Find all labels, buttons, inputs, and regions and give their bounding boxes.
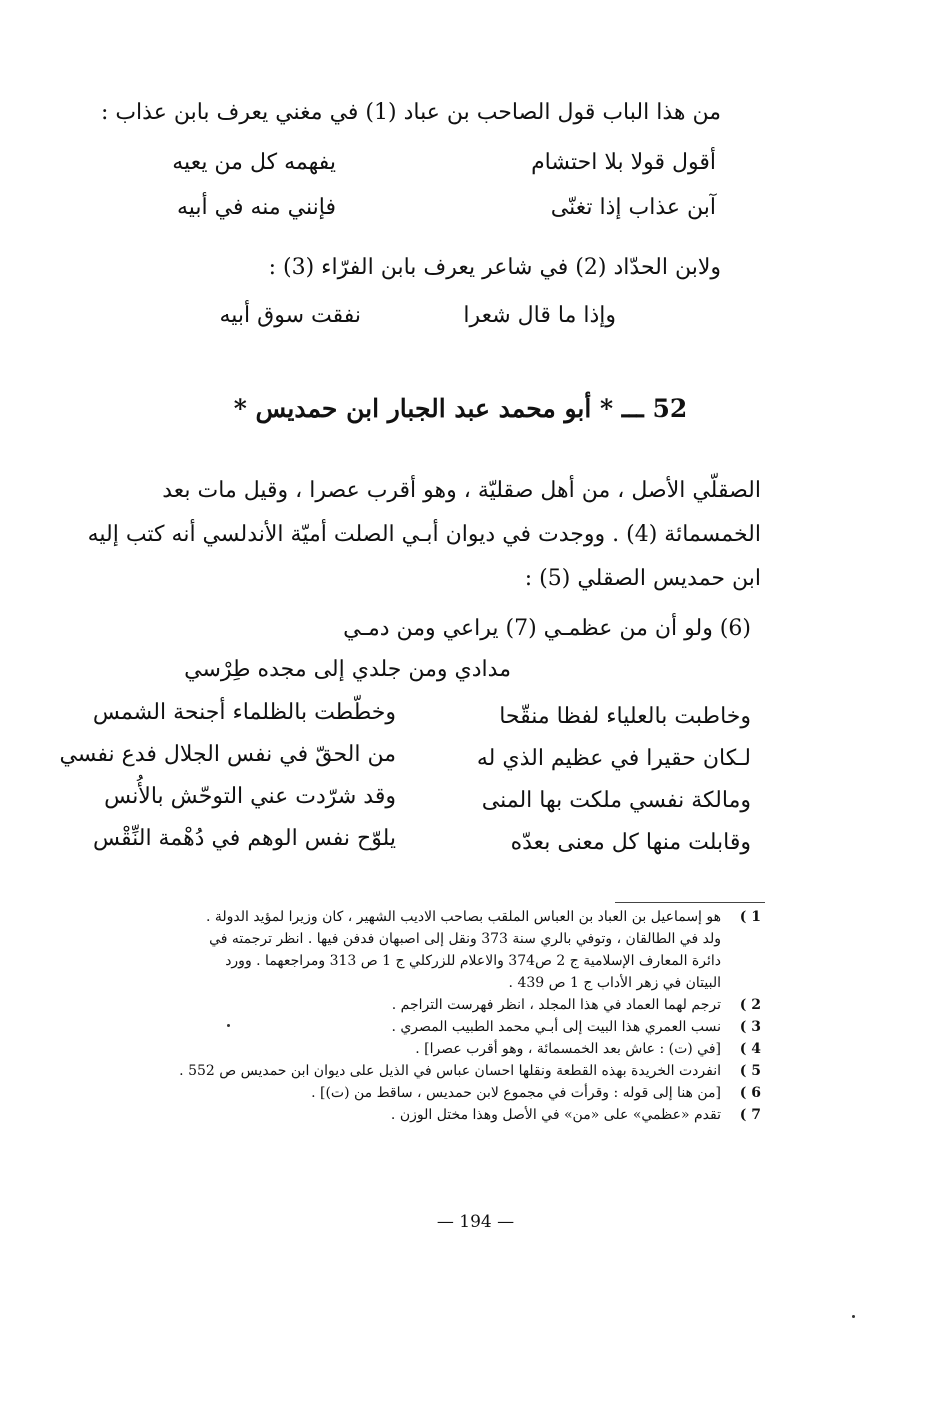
poem-row-4-sadr: وقابلت منها كل معنى بعدّه	[510, 830, 751, 855]
bio-line-2: الخمسمائة (4) . ووجدت في ديوان أبـي الصلت أميّة الأندلسي أنه كتب إليه	[87, 522, 761, 547]
footnote-number: 7 )	[739, 1107, 761, 1123]
footnote-7-line: تقدم «عظمي» على «من» في الأصل وهذا مختل الوزن .	[390, 1107, 721, 1123]
footnote-6	[81, 1082, 761, 1104]
footnotes	[81, 906, 761, 1126]
footnote-number: 5 )	[739, 1063, 761, 1079]
verse-2-ajuz: فإنني منه في أبيه	[176, 195, 336, 220]
footnote-5-line: انفردت الخريدة بهذه القطعة ونقلها احسان عباس في الذيل على ديوان ابن حمديس ص 552 .	[179, 1063, 721, 1079]
footnote-1	[81, 906, 761, 994]
footnote-2-line: ترجم لهما العماد في هذا المجلد ، انظر فهرست التراجم .	[391, 997, 721, 1013]
page-number: — 194 —	[436, 1212, 515, 1232]
footnote-1-line-2: ولد في الطالقان ، وتوفي بالري سنة 373 ونقل إلى اصبهان فدفن فيها . انظر ترجمته في	[209, 931, 721, 947]
scan-speck	[227, 1024, 230, 1027]
poem-row-2-sadr: لـكان حقيرا في عظيم الذي له	[476, 746, 751, 771]
poem-opening-ajuz: مدادي ومن جلدي إلى مجده طِرْسي	[184, 657, 511, 682]
footnote-4-line: [في (ت) : عاش بعد الخمسمائة ، وهو أقرب عصرا] .	[415, 1041, 721, 1057]
footnote-1-line-4: البيتان في زهر الأداب ج 1 ص 439 .	[508, 975, 721, 991]
poem-row-2-ajuz: من الحقّ في نفس الجلال فدع نفسي	[59, 742, 396, 767]
poem-row-3-sadr: ومالكة نفسي ملكت بها المنى	[481, 788, 751, 813]
footnote-number: 2 )	[739, 997, 761, 1013]
poem-row-1-sadr: وخاطبت بالعلياء لفظا منقّحا	[499, 704, 751, 729]
footnote-2	[81, 994, 761, 1016]
poem-row-3-ajuz: وقد شرّدت عني التوحّش بالأُنس	[104, 784, 396, 809]
verse-1-ajuz: يفهمه كل من يعيه	[172, 150, 336, 175]
bio-line-1: الصقلّي الأصل ، من أهل صقليّة ، وهو أقرب عصرا ، وقيل مات بعد	[162, 478, 761, 503]
entry-heading: 52 ـــ * أبو محمد عبد الجبار ابن حمديس *	[233, 394, 688, 423]
intro2-line: ولابن الحدّاد (2) في شاعر يعرف بابن الفرّاء (3) :	[268, 255, 721, 280]
footnote-number: 4 )	[739, 1041, 761, 1057]
footnote-5	[81, 1060, 761, 1082]
footnote-1-line-3: دائرة المعارف الإسلامية ج 2 ص374 والاعلام للزركلي ج 1 ص 313 ومراجعهما . وورد	[225, 953, 721, 969]
footnote-3-line: نسب العمري هذا البيت إلى أبـي محمد الطبيب المصري .	[391, 1019, 721, 1035]
footnote-1-line-1: هو إسماعيل بن العباد بن العباس الملقب بصاحب الاديب الشهير ، كان وزيرا لمؤيد الدولة .	[205, 909, 721, 925]
footnote-number: 6 )	[739, 1085, 761, 1101]
verse-2-sadr: آبن عذاب إذا تغنّى	[550, 195, 716, 220]
footnote-rule	[615, 902, 765, 903]
verse-1-sadr: أقول قولا بلا احتشام	[531, 150, 716, 175]
poem-row-1-ajuz: وخطّطت بالظلماء أجنحة الشمس	[92, 700, 396, 725]
verse-3-sadr: وإذا ما قال شعرا	[463, 303, 616, 328]
footnote-number: 3 )	[739, 1019, 761, 1035]
bio-line-3: ابن حمديس الصقلي (5) :	[524, 566, 761, 591]
intro-line: من هذا الباب قول الصاحب بن عباد (1) في مغني يعرف بابن عذاب :	[100, 100, 721, 125]
verse-3-ajuz: نفقت سوق أبيه	[219, 303, 361, 328]
poem-opening: (6) ولو أن من عظمـي (7) يراعي ومن دمـي	[343, 616, 751, 641]
scan-speck	[852, 1315, 855, 1318]
footnote-4	[81, 1038, 761, 1060]
footnote-7	[81, 1104, 761, 1126]
footnote-6-line: [من هنا إلى قوله : وقرأت في مجموع لابن حمديس ، ساقط من (ت)] .	[311, 1085, 721, 1101]
footnote-number: 1 )	[739, 909, 761, 925]
poem-row-4-ajuz: يلوّح نفس الوهم في دُهْمة النِّقْس	[92, 826, 396, 851]
footnote-3	[81, 1016, 761, 1038]
